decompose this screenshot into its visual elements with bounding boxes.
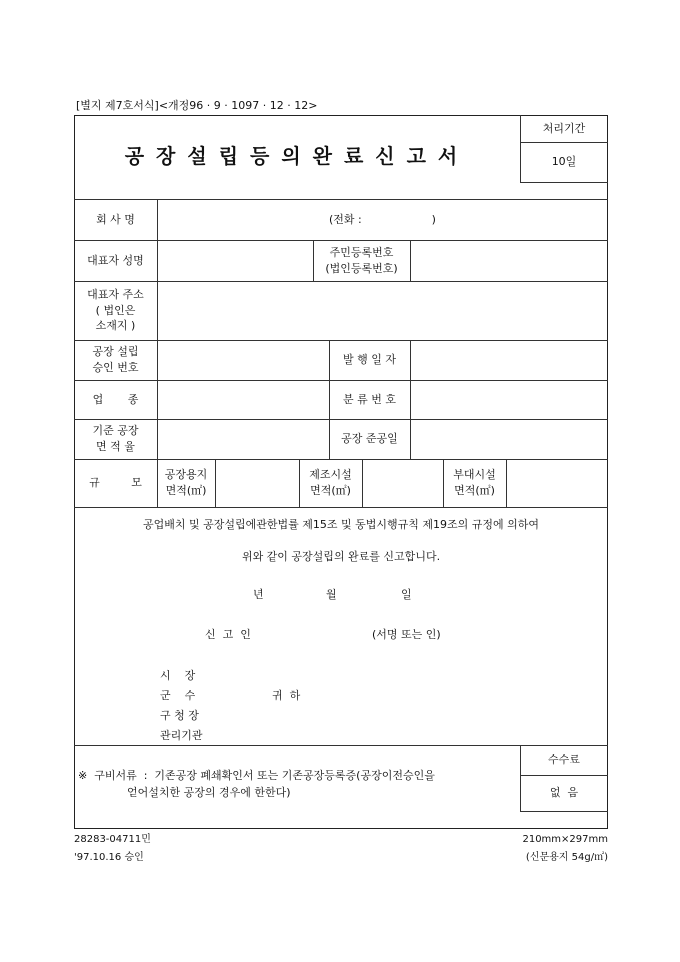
scale-label: 규 모 — [89, 476, 142, 490]
land-area-field[interactable] — [215, 459, 299, 507]
completion-date-label: 공장 준공일 — [341, 432, 398, 446]
representative-name-label: 대표자 성명 — [87, 253, 144, 267]
classification-number-field[interactable] — [410, 380, 608, 419]
representative-address-label: 대표자 주소 ( 법인은 소재지 ) — [87, 287, 144, 333]
addressee-agency: 관리기관 — [160, 729, 203, 742]
processing-period-label: 처리기간 — [542, 121, 586, 135]
classification-number-label: 분 류 번 호 — [343, 392, 396, 406]
facility-area-label: 제조시설 면적(㎡) — [309, 468, 352, 497]
approval-number-field[interactable] — [157, 340, 329, 380]
declaration-line-2: 위와 같이 공장설립의 완료를 신고합니다. — [241, 550, 441, 564]
paper-size: 210mm×297mm — [522, 834, 608, 845]
facility-area-field[interactable] — [362, 459, 443, 507]
issue-date-field[interactable] — [410, 340, 608, 380]
auxiliary-area-label: 부대시설 면적(㎡) — [453, 468, 496, 497]
industry-field[interactable] — [157, 380, 329, 419]
addressee-mayor: 시 장 — [160, 669, 196, 682]
auxiliary-area-field[interactable] — [506, 459, 608, 507]
reporter-label: 신 고 인 — [205, 628, 251, 641]
honorific-label: 귀 하 — [272, 689, 301, 702]
issue-date-label: 발 행 일 자 — [343, 353, 396, 367]
area-ratio-field[interactable] — [157, 419, 329, 459]
fee-value: 없 음 — [549, 786, 579, 800]
day-label: 일 — [401, 588, 412, 601]
required-documents: ※ 구비서류 : 기존공장 폐쇄확인서 또는 기존공장등록증(공장이전승인을 얻어설치한 공장의 경우에 한한다) — [78, 769, 435, 799]
form-title: 공장설립등의완료신고서 — [124, 144, 470, 168]
representative-name-field[interactable] — [157, 240, 313, 281]
completion-date-field[interactable] — [410, 419, 608, 459]
industry-label: 업 종 — [92, 392, 139, 406]
addressee-county: 군 수 — [160, 689, 196, 702]
area-ratio-label: 기준 공장 면 적 율 — [92, 424, 139, 453]
addressee-district: 구 청 장 — [160, 709, 199, 722]
land-area-label: 공장용지 면적(㎡) — [164, 468, 208, 497]
resident-number-label: 주민등록번호 (법인등록번호) — [325, 245, 398, 275]
paper-type: (신문용지 54g/㎡) — [525, 852, 608, 863]
declaration-line-1: 공업배치 및 공장설립에관한법률 제15조 및 동법시행규칙 제19조의 규정에 의하여 — [143, 518, 539, 532]
company-phone-field[interactable]: (전화 : ) — [329, 212, 436, 226]
fee-label: 수수료 — [548, 753, 580, 767]
resident-number-field[interactable] — [410, 240, 608, 281]
form-reference: [별지 제7호서식]<개정96 · 9 · 1097 · 12 · 12> — [76, 99, 318, 112]
processing-period-value: 10일 — [551, 155, 577, 169]
company-name-label: 회 사 명 — [96, 212, 135, 226]
signature-label: (서명 또는 인) — [372, 628, 441, 641]
year-label: 년 — [253, 588, 264, 601]
approval-number-label: 공장 설립 승인 번호 — [92, 345, 139, 374]
representative-address-field[interactable] — [157, 281, 608, 340]
form-number: 28283-04711민 — [74, 834, 151, 845]
approval-date: '97.10.16 승인 — [74, 852, 144, 863]
month-label: 월 — [326, 588, 337, 601]
